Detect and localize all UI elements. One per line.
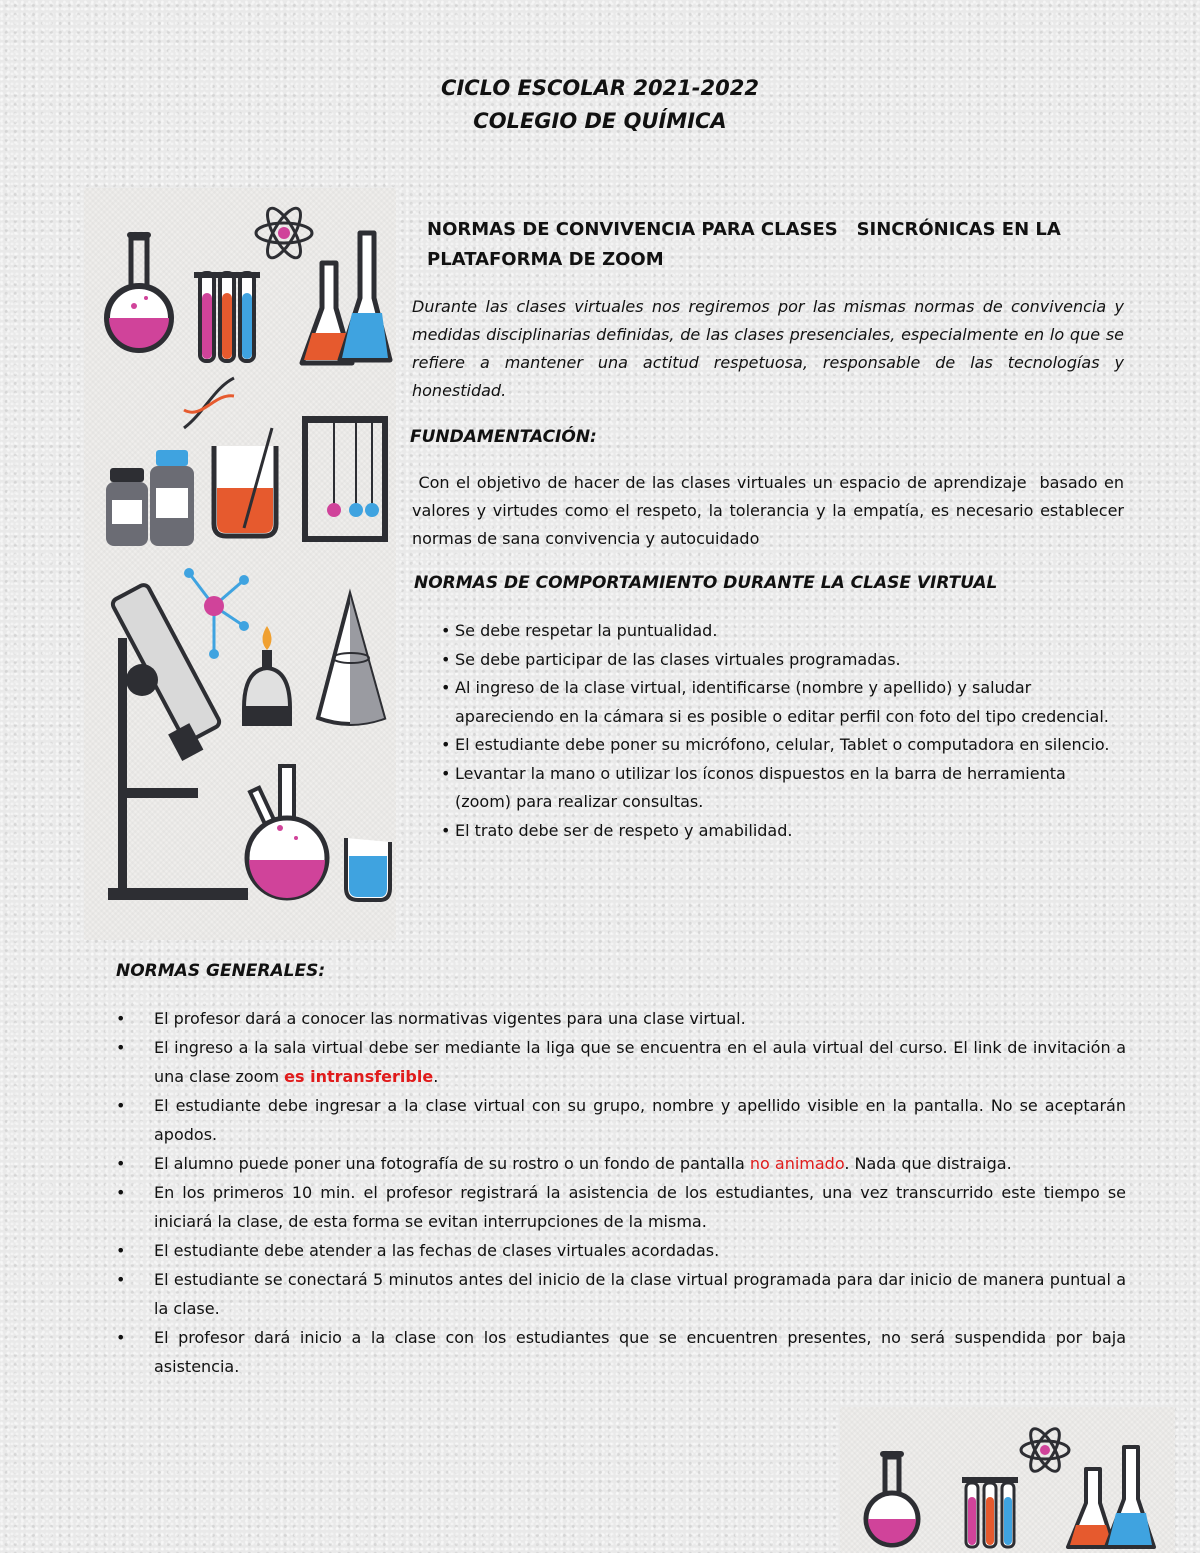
list-item [116, 1149, 1126, 1178]
list-item-text: . Nada que distraiga. [844, 1154, 1012, 1173]
erlenmeyer-flask-icon [1068, 1447, 1154, 1547]
list-item-text: El alumno puede poner una fotografía de su rostro o un fondo de pantalla [154, 1154, 750, 1173]
comportamiento-list [441, 617, 1121, 845]
comportamiento-heading: NORMAS DE COMPORTAMIENTO DURANTE LA CLASE VIRTUAL [414, 573, 998, 593]
list-item [116, 1265, 1126, 1323]
test-tubes-icon [962, 1477, 1018, 1547]
list-item [116, 1091, 1126, 1149]
chemistry-illustration-small [840, 1407, 1175, 1553]
list-item [116, 1323, 1126, 1381]
lab-equipment-small-icons [840, 1407, 1175, 1553]
list-item-text: En los primeros 10 min. el profesor registrará la asistencia de los estudiantes, una vez transcurrido este tiempo se iniciará la clase, de esta forma se evitan interrupciones de la misma. [154, 1183, 1126, 1231]
main-heading-line2: PLATAFORMA DE ZOOM [427, 249, 664, 270]
lab-equipment-icons [84, 188, 396, 940]
microscope-icon [108, 583, 248, 900]
generales-list [116, 1004, 1126, 1381]
atom-icon [256, 204, 312, 262]
dna-icon [184, 378, 234, 428]
list-item [116, 1236, 1126, 1265]
list-item-text: El estudiante se conectará 5 minutos antes del inicio de la clase virtual programada para dar inicio de manera puntual a la clase. [154, 1270, 1126, 1318]
round-flask-icon [866, 1451, 918, 1545]
fundamentacion-heading: FUNDAMENTACIÓN: [410, 427, 597, 447]
list-item-text: . [433, 1067, 439, 1086]
bottles-icon [106, 450, 194, 546]
atom-icon [1021, 1425, 1069, 1476]
main-heading [427, 215, 1107, 275]
round-flask-icon [107, 232, 171, 350]
list-item: • Se debe participar de las clases virtuales programadas. [441, 646, 1121, 675]
newtons-cradle-icon [302, 416, 388, 542]
generales-heading: NORMAS GENERALES: [116, 961, 326, 981]
intro-paragraph: Durante las clases virtuales nos regiremos por las mismas normas de convivencia y medidas disciplinarias definidas, de las clases presenciales, especialmente en lo que se refiere a mantener una actitud respetuosa, responsable de las tecnologías y honestidad. [412, 297, 1124, 400]
college-title: COLEGIO DE QUÍMICA [473, 109, 727, 133]
small-beaker-icon [346, 838, 390, 900]
list-item-text: El profesor dará a conocer las normativas vigentes para una clase virtual. [154, 1009, 746, 1028]
test-tubes-icon [194, 272, 260, 361]
list-item: • Al ingreso de la clase virtual, identificarse (nombre y apellido) y saludar apareciendo en la cámara si es posible o editar perfil con foto del tipo credencial. [441, 674, 1121, 731]
molecule-icon [184, 568, 249, 659]
erlenmeyer-flask-icon [302, 233, 390, 363]
no-animado-highlight: no animado [749, 1154, 845, 1173]
cone-icon [318, 596, 384, 724]
intransferible-highlight: es intransferible [284, 1067, 434, 1086]
list-item: • Se debe respetar la puntualidad. [441, 617, 1121, 646]
list-item-text: El estudiante debe ingresar a la clase virtual con su grupo, nombre y apellido visible en la pantalla. No se aceptarán apodos. [154, 1096, 1126, 1144]
list-item-text: El ingreso a la sala virtual debe ser mediante la liga que se encuentra en el aula virtual del curso. El link de invitación a una clase zoom [154, 1038, 1126, 1086]
list-item-text: El estudiante debe atender a las fechas de clases virtuales acordadas. [154, 1241, 720, 1260]
beaker-icon [214, 428, 276, 536]
list-item-text: El profesor dará inicio a la clase con los estudiantes que se encuentren presentes, no será suspendida por baja asistencia. [154, 1328, 1126, 1376]
list-item [116, 1178, 1126, 1236]
list-item: • Levantar la mano o utilizar los íconos dispuestos en la barra de herramienta (zoom) para realizar consultas. [441, 760, 1121, 817]
list-item [116, 1004, 1126, 1033]
list-item [116, 1033, 1126, 1091]
school-year-title: CICLO ESCOLAR 2021-2022 [441, 76, 759, 100]
burner-icon [242, 626, 292, 726]
chemistry-illustration [84, 188, 396, 940]
two-neck-flask-icon [247, 766, 327, 898]
list-item: • El trato debe ser de respeto y amabilidad. [441, 817, 1121, 846]
main-heading-line1: NORMAS DE CONVIVENCIA PARA CLASES SINCRÓNICAS EN LA [427, 219, 1061, 240]
list-item: • El estudiante debe poner su micrófono, celular, Tablet o computadora en silencio. [441, 731, 1121, 760]
fundamentacion-paragraph: Con el objetivo de hacer de las clases virtuales un espacio de aprendizaje basado en valores y virtudes como el respeto, la tolerancia y la empatía, es necesario establecer normas de sana convivencia y autocuidado [412, 473, 1130, 548]
